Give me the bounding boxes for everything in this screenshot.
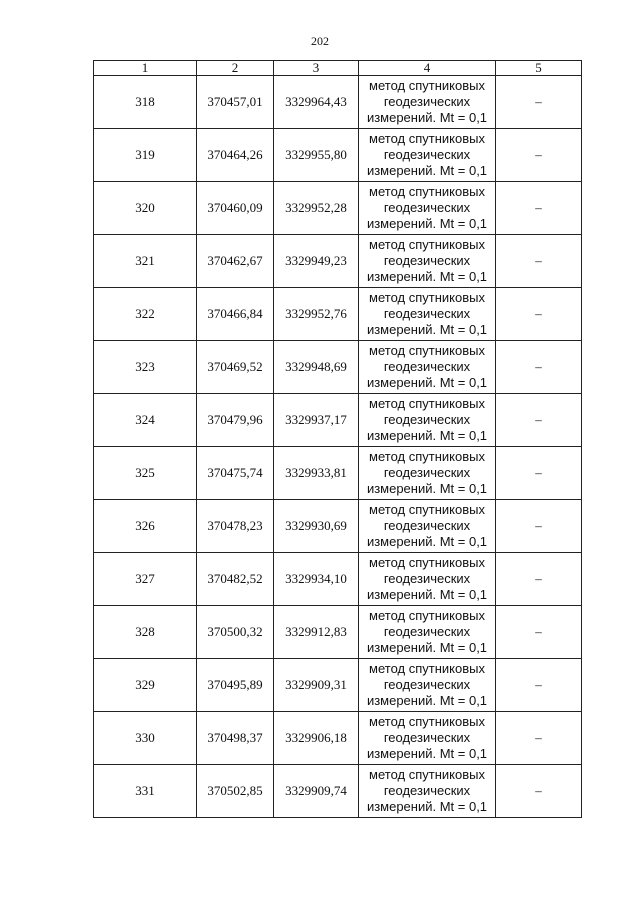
coordinates-table <box>93 60 582 818</box>
method-line: метод спутниковых <box>369 608 485 623</box>
method-line: геодезических <box>383 571 471 586</box>
table-row <box>94 447 582 500</box>
table-row <box>94 659 582 712</box>
point-number-cell: 322 <box>94 288 197 341</box>
point-number-cell: 330 <box>94 712 197 765</box>
x-coordinate-cell: 370498,37 <box>197 712 274 765</box>
method-line: метод спутниковых <box>369 555 485 570</box>
method-line: геодезических <box>383 94 471 109</box>
method-line: метод спутниковых <box>369 767 485 782</box>
note-cell: – <box>496 765 582 818</box>
table-row <box>94 606 582 659</box>
note-cell: – <box>496 129 582 182</box>
table-row <box>94 500 582 553</box>
method-line: метод спутниковых <box>369 131 485 146</box>
method-line: геодезических <box>383 200 471 215</box>
table-row <box>94 553 582 606</box>
point-number-cell: 326 <box>94 500 197 553</box>
method-line: измерений. Mt = 0,1 <box>366 534 488 549</box>
note-cell: – <box>496 500 582 553</box>
method-line: метод спутниковых <box>369 661 485 676</box>
method-line: геодезических <box>383 624 471 639</box>
method-line: геодезических <box>383 518 471 533</box>
x-coordinate-cell: 370495,89 <box>197 659 274 712</box>
method-line: метод спутниковых <box>369 449 485 464</box>
table-body <box>94 76 582 818</box>
y-coordinate-cell: 3329930,69 <box>274 500 359 553</box>
note-cell: – <box>496 182 582 235</box>
table-row <box>94 129 582 182</box>
method-cell <box>359 129 496 182</box>
method-line: метод спутниковых <box>369 290 485 305</box>
method-line: геодезических <box>383 677 471 692</box>
y-coordinate-cell: 3329909,74 <box>274 765 359 818</box>
note-cell: – <box>496 341 582 394</box>
method-cell <box>359 182 496 235</box>
method-cell <box>359 394 496 447</box>
column-header-2: 2 <box>197 61 274 76</box>
y-coordinate-cell: 3329948,69 <box>274 341 359 394</box>
method-cell <box>359 500 496 553</box>
x-coordinate-cell: 370478,23 <box>197 500 274 553</box>
method-cell <box>359 659 496 712</box>
point-number-cell: 329 <box>94 659 197 712</box>
x-coordinate-cell: 370457,01 <box>197 76 274 129</box>
method-cell <box>359 712 496 765</box>
y-coordinate-cell: 3329934,10 <box>274 553 359 606</box>
x-coordinate-cell: 370464,26 <box>197 129 274 182</box>
note-cell: – <box>496 659 582 712</box>
method-line: измерений. Mt = 0,1 <box>366 375 488 390</box>
x-coordinate-cell: 370479,96 <box>197 394 274 447</box>
method-line: измерений. Mt = 0,1 <box>366 693 488 708</box>
point-number-cell: 318 <box>94 76 197 129</box>
y-coordinate-cell: 3329952,28 <box>274 182 359 235</box>
method-line: метод спутниковых <box>369 237 485 252</box>
x-coordinate-cell: 370466,84 <box>197 288 274 341</box>
table-row <box>94 341 582 394</box>
y-coordinate-cell: 3329912,83 <box>274 606 359 659</box>
method-line: измерений. Mt = 0,1 <box>366 216 488 231</box>
method-line: метод спутниковых <box>369 714 485 729</box>
method-line: геодезических <box>383 465 471 480</box>
column-header-3: 3 <box>274 61 359 76</box>
method-line: геодезических <box>383 412 471 427</box>
method-line: метод спутниковых <box>369 184 485 199</box>
y-coordinate-cell: 3329933,81 <box>274 447 359 500</box>
method-line: метод спутниковых <box>369 502 485 517</box>
method-line: измерений. Mt = 0,1 <box>366 269 488 284</box>
method-line: измерений. Mt = 0,1 <box>366 640 488 655</box>
y-coordinate-cell: 3329952,76 <box>274 288 359 341</box>
note-cell: – <box>496 606 582 659</box>
page-number: 202 <box>311 34 329 48</box>
x-coordinate-cell: 370502,85 <box>197 765 274 818</box>
point-number-cell: 325 <box>94 447 197 500</box>
method-line: геодезических <box>383 359 471 374</box>
table-row <box>94 765 582 818</box>
point-number-cell: 321 <box>94 235 197 288</box>
method-line: метод спутниковых <box>369 396 485 411</box>
method-cell <box>359 235 496 288</box>
method-line: измерений. Mt = 0,1 <box>366 587 488 602</box>
method-cell <box>359 76 496 129</box>
method-cell <box>359 606 496 659</box>
point-number-cell: 323 <box>94 341 197 394</box>
point-number-cell: 319 <box>94 129 197 182</box>
x-coordinate-cell: 370482,52 <box>197 553 274 606</box>
method-line: геодезических <box>383 730 471 745</box>
table-row <box>94 712 582 765</box>
x-coordinate-cell: 370469,52 <box>197 341 274 394</box>
table-row <box>94 235 582 288</box>
table-row <box>94 288 582 341</box>
method-line: геодезических <box>383 253 471 268</box>
table-row <box>94 394 582 447</box>
x-coordinate-cell: 370460,09 <box>197 182 274 235</box>
y-coordinate-cell: 3329964,43 <box>274 76 359 129</box>
method-line: измерений. Mt = 0,1 <box>366 428 488 443</box>
x-coordinate-cell: 370475,74 <box>197 447 274 500</box>
method-line: измерений. Mt = 0,1 <box>366 746 488 761</box>
note-cell: – <box>496 447 582 500</box>
table-row <box>94 76 582 129</box>
table-row <box>94 182 582 235</box>
note-cell: – <box>496 553 582 606</box>
method-line: метод спутниковых <box>369 343 485 358</box>
note-cell: – <box>496 76 582 129</box>
point-number-cell: 327 <box>94 553 197 606</box>
y-coordinate-cell: 3329937,17 <box>274 394 359 447</box>
column-header-1: 1 <box>94 61 197 76</box>
method-line: геодезических <box>383 306 471 321</box>
column-header-4: 4 <box>359 61 496 76</box>
y-coordinate-cell: 3329909,31 <box>274 659 359 712</box>
y-coordinate-cell: 3329906,18 <box>274 712 359 765</box>
method-line: измерений. Mt = 0,1 <box>366 322 488 337</box>
table-header-row <box>94 61 582 76</box>
method-line: измерений. Mt = 0,1 <box>366 799 488 814</box>
note-cell: – <box>496 235 582 288</box>
method-cell <box>359 765 496 818</box>
method-cell <box>359 553 496 606</box>
method-line: измерений. Mt = 0,1 <box>366 163 488 178</box>
method-line: геодезических <box>383 783 471 798</box>
method-line: измерений. Mt = 0,1 <box>366 481 488 496</box>
note-cell: – <box>496 712 582 765</box>
method-line: измерений. Mt = 0,1 <box>366 110 488 125</box>
point-number-cell: 328 <box>94 606 197 659</box>
column-header-5: 5 <box>496 61 582 76</box>
y-coordinate-cell: 3329949,23 <box>274 235 359 288</box>
note-cell: – <box>496 394 582 447</box>
method-line: метод спутниковых <box>369 78 485 93</box>
method-cell <box>359 341 496 394</box>
y-coordinate-cell: 3329955,80 <box>274 129 359 182</box>
method-cell <box>359 288 496 341</box>
point-number-cell: 320 <box>94 182 197 235</box>
point-number-cell: 324 <box>94 394 197 447</box>
note-cell: – <box>496 288 582 341</box>
point-number-cell: 331 <box>94 765 197 818</box>
x-coordinate-cell: 370500,32 <box>197 606 274 659</box>
x-coordinate-cell: 370462,67 <box>197 235 274 288</box>
method-cell <box>359 447 496 500</box>
method-line: геодезических <box>383 147 471 162</box>
